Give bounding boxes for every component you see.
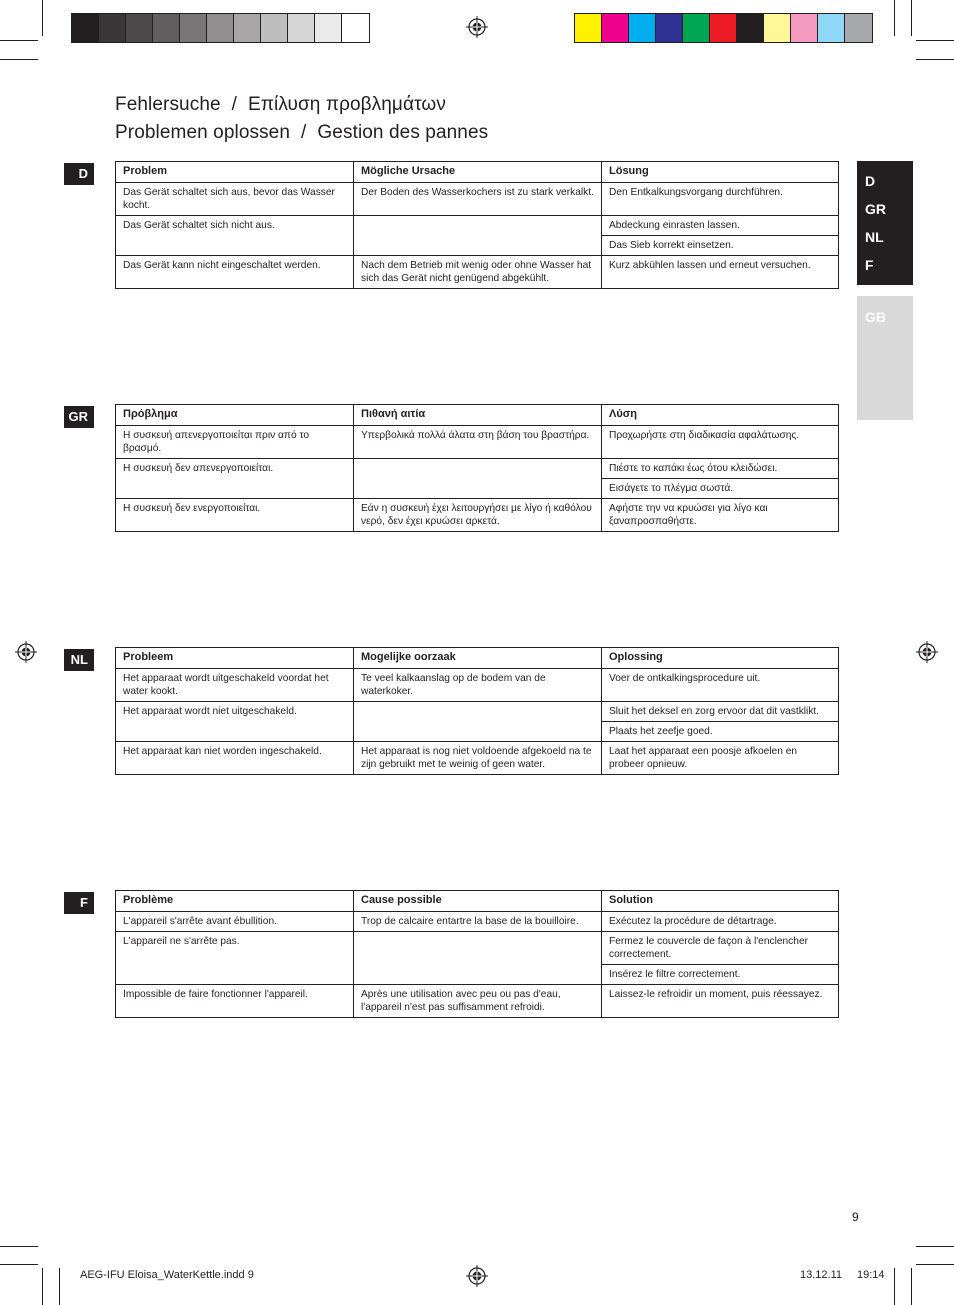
gray-swatch <box>342 14 369 42</box>
table-row <box>116 426 839 459</box>
problem-cell: Η συσκευή απενεργοποιείται πριν από το βρασμό. <box>116 426 354 459</box>
color-swatch <box>575 14 602 42</box>
gray-swatch <box>288 14 315 42</box>
page-number: 9 <box>852 1210 859 1224</box>
page-title-line-2 <box>115 122 488 144</box>
column-header: Cause possible <box>354 891 602 912</box>
table-header-row <box>116 162 839 183</box>
cause-cell <box>354 932 602 985</box>
title-gr: Επίλυση προβλημάτων <box>248 94 446 115</box>
solution-cell: Voer de ontkalkingsprocedure uit. <box>602 669 839 702</box>
solution-cell: Plaats het zeefje goed. <box>602 722 839 742</box>
cause-cell: Υπερβολικά πολλά άλατα στη βάση του βραστήρα. <box>354 426 602 459</box>
grayscale-calibration-bar <box>71 13 370 43</box>
column-header: Mögliche Ursache <box>354 162 602 183</box>
table-row <box>116 932 839 965</box>
section-badge-d: D <box>64 163 94 185</box>
title-separator: / <box>231 94 238 115</box>
registration-mark-icon <box>466 16 488 38</box>
cause-cell: Εάν η συσκευή έχει λειτουργήσει με λίγο ή καθόλου νερό, δεν έχει κρυώσει αρκετά. <box>354 499 602 532</box>
registration-mark-icon <box>466 1265 488 1287</box>
table-row <box>116 183 839 216</box>
gray-swatch <box>207 14 234 42</box>
table-row <box>116 256 839 289</box>
tab-d[interactable]: D <box>865 173 876 189</box>
problem-cell: L'appareil s'arrête avant ébullition. <box>116 912 354 932</box>
gray-swatch <box>99 14 126 42</box>
solution-cell: Abdeckung einrasten lassen. <box>602 216 839 236</box>
color-swatch <box>764 14 791 42</box>
cause-cell: Te veel kalkaanslag op de bodem van de waterkoker. <box>354 669 602 702</box>
gray-swatch <box>72 14 99 42</box>
problem-cell: Impossible de faire fonctionner l'appareil. <box>116 985 354 1018</box>
color-calibration-bar <box>574 13 873 43</box>
solution-cell: Laissez-le refroidir un moment, puis réessayez. <box>602 985 839 1018</box>
title-de: Fehlersuche <box>115 94 221 115</box>
solution-cell: Den Entkalkungsvorgang durchführen. <box>602 183 839 216</box>
solution-cell: Πιέστε το καπάκι έως ότου κλειδώσει. <box>602 459 839 479</box>
registration-mark-icon <box>15 641 37 663</box>
color-swatch <box>818 14 845 42</box>
table-row <box>116 669 839 702</box>
gray-swatch <box>153 14 180 42</box>
solution-cell: Kurz abkühlen lassen und erneut versuchen. <box>602 256 839 289</box>
section-badge-gr: GR <box>64 406 94 428</box>
section-badge-nl: NL <box>64 649 94 671</box>
cause-cell <box>354 459 602 499</box>
problem-cell: Das Gerät schaltet sich aus, bevor das Wasser kocht. <box>116 183 354 216</box>
table-row <box>116 216 839 236</box>
title-fr: Gestion des pannes <box>317 122 489 143</box>
footer-date: 13.12.11 <box>800 1269 843 1281</box>
problem-cell: Das Gerät schaltet sich nicht aus. <box>116 216 354 256</box>
troubleshooting-table-fr <box>115 890 839 1018</box>
table-row <box>116 459 839 479</box>
tab-f[interactable]: F <box>865 257 874 273</box>
table-header-row <box>116 648 839 669</box>
problem-cell: Η συσκευή δεν απενεργοποιείται. <box>116 459 354 499</box>
table-row <box>116 985 839 1018</box>
column-header: Solution <box>602 891 839 912</box>
problem-cell: Het apparaat kan niet worden ingeschakeld. <box>116 742 354 775</box>
troubleshooting-table-de <box>115 161 839 289</box>
solution-cell: Exécutez la procédure de détartrage. <box>602 912 839 932</box>
gray-swatch <box>180 14 207 42</box>
color-swatch <box>845 14 872 42</box>
gray-swatch <box>126 14 153 42</box>
tab-gr[interactable]: GR <box>865 201 886 217</box>
column-header: Lösung <box>602 162 839 183</box>
cause-cell: Nach dem Betrieb mit wenig oder ohne Wasser hat sich das Gerät nicht genügend abgekühlt. <box>354 256 602 289</box>
column-header: Problème <box>116 891 354 912</box>
color-swatch <box>656 14 683 42</box>
language-tab-inactive <box>857 296 913 420</box>
cause-cell <box>354 216 602 256</box>
tab-nl[interactable]: NL <box>865 229 884 245</box>
column-header: Πιθανή αιτία <box>354 405 602 426</box>
color-swatch <box>602 14 629 42</box>
table-header-row <box>116 405 839 426</box>
problem-cell: Η συσκευή δεν ενεργοποιείται. <box>116 499 354 532</box>
footer-time: 19:14 <box>857 1269 885 1281</box>
section-badge-f: F <box>64 892 94 914</box>
problem-cell: Het apparaat wordt niet uitgeschakeld. <box>116 702 354 742</box>
solution-cell: Εισάγετε το πλέγμα σωστά. <box>602 479 839 499</box>
solution-cell: Fermez le couvercle de façon à l'enclencher correctement. <box>602 932 839 965</box>
color-swatch <box>683 14 710 42</box>
solution-cell: Αφήστε την να κρυώσει για λίγο και ξαναπροσπαθήστε. <box>602 499 839 532</box>
title-nl: Problemen oplossen <box>115 122 291 143</box>
table-row <box>116 742 839 775</box>
table-header-row <box>116 891 839 912</box>
column-header: Πρόβλημα <box>116 405 354 426</box>
troubleshooting-table-nl <box>115 647 839 775</box>
problem-cell: L'appareil ne s'arrête pas. <box>116 932 354 985</box>
solution-cell: Sluit het deksel en zorg ervoor dat dit vastklikt. <box>602 702 839 722</box>
footer-filename: AEG-IFU Eloisa_WaterKettle.indd 9 <box>80 1269 254 1281</box>
table-row <box>116 702 839 722</box>
color-swatch <box>737 14 764 42</box>
registration-mark-icon <box>916 641 938 663</box>
column-header: Mogelijke oorzaak <box>354 648 602 669</box>
column-header: Problem <box>116 162 354 183</box>
tab-gb[interactable]: GB <box>865 309 886 325</box>
gray-swatch <box>261 14 288 42</box>
solution-cell: Insérez le filtre correctement. <box>602 965 839 985</box>
cause-cell: Trop de calcaire entartre la base de la bouilloire. <box>354 912 602 932</box>
problem-cell: Das Gerät kann nicht eingeschaltet werden. <box>116 256 354 289</box>
column-header: Oplossing <box>602 648 839 669</box>
solution-cell: Laat het apparaat een poosje afkoelen en probeer opnieuw. <box>602 742 839 775</box>
gray-swatch <box>234 14 261 42</box>
solution-cell: Das Sieb korrekt einsetzen. <box>602 236 839 256</box>
color-swatch <box>629 14 656 42</box>
color-swatch <box>710 14 737 42</box>
solution-cell: Προχωρήστε στη διαδικασία αφαλάτωσης. <box>602 426 839 459</box>
column-header: Probleem <box>116 648 354 669</box>
column-header: Λύση <box>602 405 839 426</box>
cause-cell: Après une utilisation avec peu ou pas d'eau, l'appareil n'est pas suffisamment refroidi. <box>354 985 602 1018</box>
cause-cell: Het apparaat is nog niet voldoende afgekoeld na te zijn gebruikt met te weinig of geen water. <box>354 742 602 775</box>
troubleshooting-table-gr <box>115 404 839 532</box>
language-tabs-active <box>857 161 913 285</box>
table-row <box>116 499 839 532</box>
cause-cell: Der Boden des Wasserkochers ist zu stark verkalkt. <box>354 183 602 216</box>
table-row <box>116 912 839 932</box>
color-swatch <box>791 14 818 42</box>
problem-cell: Het apparaat wordt uitgeschakeld voordat het water kookt. <box>116 669 354 702</box>
page-title-line-1 <box>115 94 446 116</box>
cause-cell <box>354 702 602 742</box>
title-separator: / <box>301 122 307 143</box>
gray-swatch <box>315 14 342 42</box>
